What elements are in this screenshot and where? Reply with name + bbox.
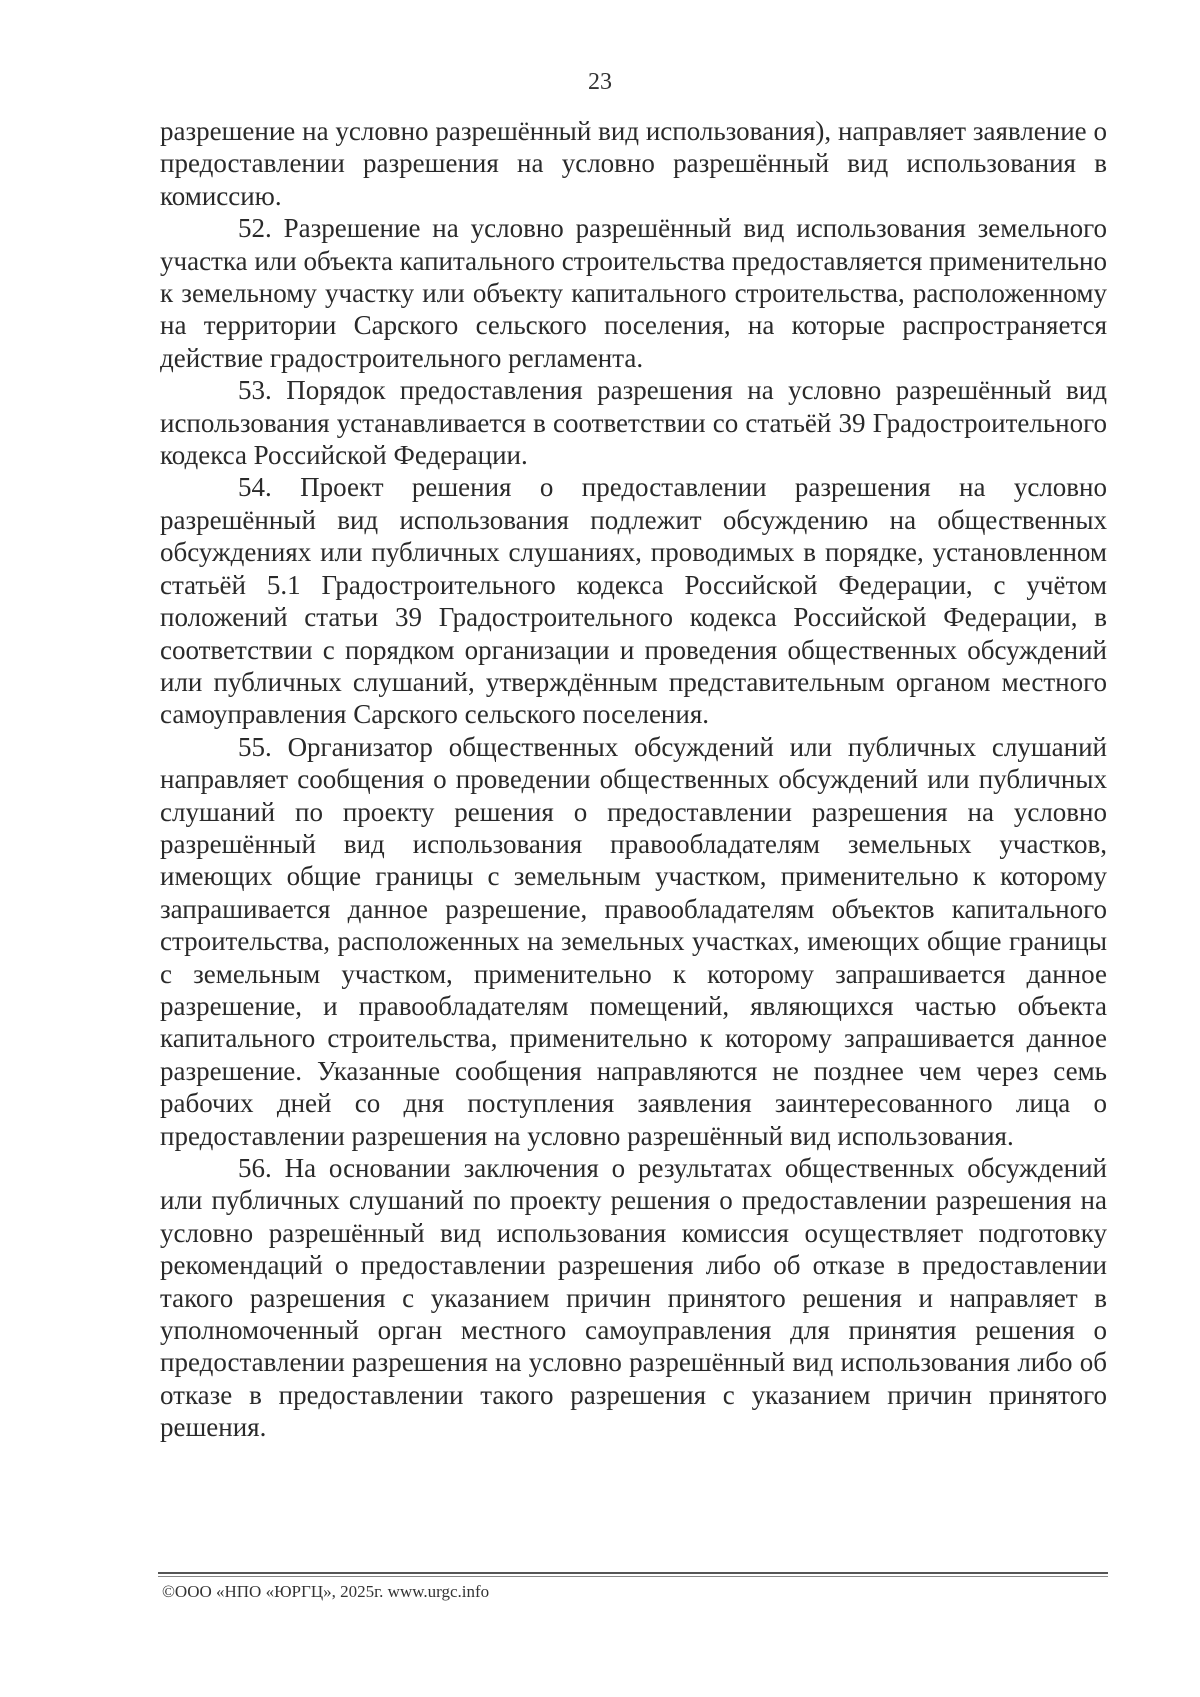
footer-copyright: ©ООО «НПО «ЮРГЦ», 2025г. www.urgc.info [162,1582,490,1601]
paragraph-54: 54. Проект решения о предоставлении разрешения на условно разрешённый вид использования подлежит обсуждению на общественных обсуждениях или публичных слушаниях, проводимых в порядке, установленном статьёй 5.1 Градостроительного кодекса Российской Федерации, с учётом положений статьи 39 Градостроительного кодекса Российской Федерации, в соответствии с порядком организации и проведения общественных обсуждений или публичных слушаний, утверждённым представительным органом местного самоуправления Сарского сельского поселения. [160,472,1107,730]
document-body [160,115,1107,1444]
paragraph-continuation: разрешение на условно разрешённый вид использования), направляет заявление о предоставлении разрешения на условно разрешённый вид использования в комиссию. [160,116,1107,211]
footer-divider [158,1572,1108,1574]
paragraph-56: 56. На основании заключения о результатах общественных обсуждений или публичных слушаний по проекту решения о предоставлении разрешения на условно разрешённый вид использования комиссия осуществляет подготовку рекомендаций о предоставлении разрешения либо об отказе в предоставлении такого разрешения с указанием причин принятого решения и направляет в уполномоченный орган местного самоуправления для принятия решения о предоставлении разрешения на условно разрешённый вид использования либо об отказе в предоставлении такого разрешения с указанием причин принятого решения. [160,1153,1107,1443]
paragraph-55: 55. Организатор общественных обсуждений или публичных слушаний направляет сообщения о проведении общественных обсуждений или публичных слушаний по проекту решения о предоставлении разрешения на условно разрешённый вид использования правообладателям земельных участков, имеющих общие границы с земельным участком, применительно к которому запрашивается данное разрешение, правообладателям объектов капитального строительства, расположенных на земельных участках, имеющих общие границы с земельным участком, применительно к которому запрашивается данное разрешение, и правообладателям помещений, являющихся частью объекта капитального строительства, применительно к которому запрашивается данное разрешение. Указанные сообщения направляются не позднее чем через семь рабочих дней со дня поступления заявления заинтересованного лица о предоставлении разрешения на условно разрешённый вид использования. [160,731,1107,1151]
paragraph-53: 53. Порядок предоставления разрешения на условно разрешённый вид использования устанавливается в соответствии со статьёй 39 Градостроительного кодекса Российской Федерации. [160,375,1107,471]
paragraph-52: 52. Разрешение на условно разрешённый вид использования земельного участка или объекта капитального строительства предоставляется применительно к земельному участку или объекту капитального строительства, расположенному на территории Сарского сельского поселения, на которые распространяется действие градостроительного регламента. [160,213,1107,373]
footer-divider-thin [158,1576,1108,1577]
page-number: 23 [588,69,612,95]
